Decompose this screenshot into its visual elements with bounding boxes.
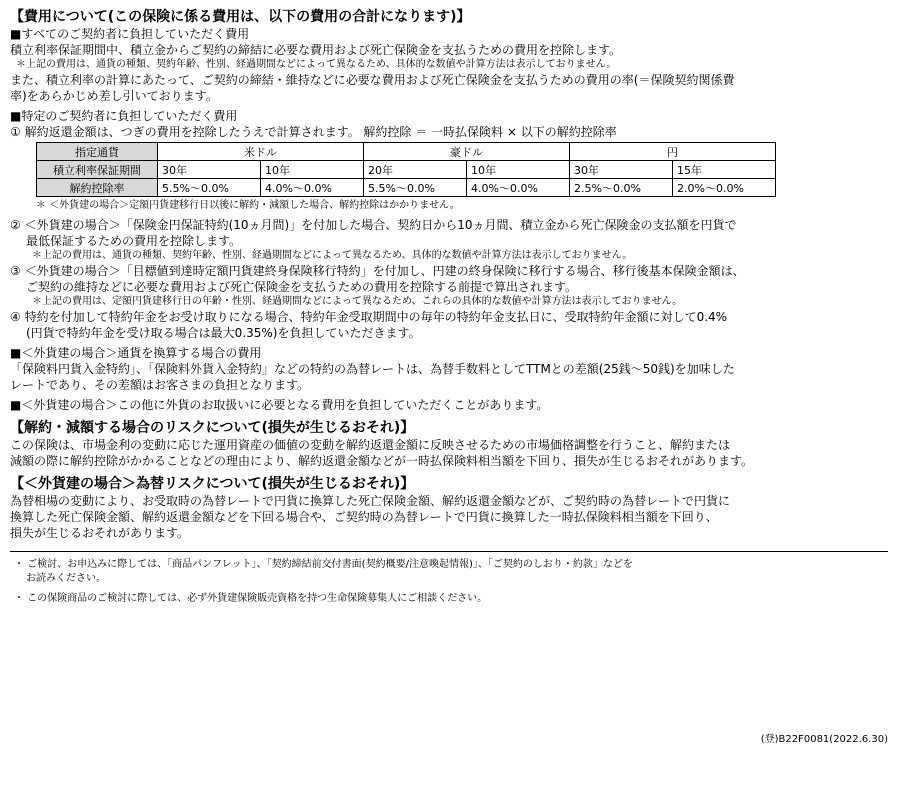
fee-item-4-line-2: (円貨で特約年金を受け取る場合は最大0.35%)を負担していただきます。 <box>26 326 421 340</box>
table-cell: 15年 <box>673 161 776 179</box>
footer-notes <box>10 558 890 606</box>
table-cell: 2.0%～0.0% <box>673 179 776 197</box>
table-header-cell: 豪ドル <box>364 143 570 161</box>
all-contractors-text-2: また、積立利率の計算にあたって、ご契約の締結・維持などに必要な費用および死亡保険金を支払うための費用の率(＝保険契約関係費 <box>10 73 735 87</box>
surrender-risk-text-2: 減額の際に解約控除がかかることなどの理由により、解約返還金額などが一時払保険料相当額を下回り、損失が生じるおそれがあります。 <box>10 454 754 468</box>
surrender-risk-text-1: この保険は、市場金利の変動に応じた運用資産の価値の変動を解約返還金額に反映させるための市場価格調整を行うこと、解約または <box>10 438 731 452</box>
table-header-cell: 円 <box>570 143 776 161</box>
surrender-risk-heading: 【解約・減額する場合のリスクについて(損失が生じるおそれ)】 <box>10 420 415 436</box>
fx-cost-text-2: レートであり、その差額はお客さまの負担となります。 <box>10 378 310 392</box>
fees-heading: 【費用について(この保険に係る費用は、以下の費用の合計になります)】 <box>10 9 471 25</box>
fx-risk-text-1: 為替相場の変動により、お受取時の為替レートで円貨に換算した死亡保険金額、解約返還金額などが、ご契約時の為替レートで円貨に <box>10 494 731 508</box>
table-row-label: 解約控除率 <box>37 179 158 197</box>
table-cell: 5.5%～0.0% <box>364 179 467 197</box>
fee-item-2-note: ＊上記の費用は、通貨の種類、契約年齢、性別、経過期間などによって異なるため、具体的な数値や計算方法は表示しておりません。 <box>32 250 633 261</box>
fee-item-1: ① 解約返還金額は、つぎの費用を控除したうえで計算されます。 解約控除 ＝ 一時払保険料 × 以下の解約控除率 <box>10 125 617 139</box>
all-contractors-note: ＊上記の費用は、通貨の種類、契約年齢、性別、経過期間などによって異なるため、具体的な数値や計算方法は表示しておりません。 <box>16 59 617 70</box>
fee-item-2-line-1: ② ＜外貨建の場合＞「保険金円保証特約(10ヵ月間)」を付加した場合、契約日から10ヵ月間、積立金から死亡保険金の支払額を円貨で <box>10 218 737 232</box>
fee-item-4-line-1: ④ 特約を付加して特約年金をお受け取りになる場合、特約年金受取期間中の毎年の特約年金支払日に、受取特約年金額に対して0.4% <box>10 310 728 324</box>
table-cell: 20年 <box>364 161 467 179</box>
surrender-risk-section <box>10 419 890 469</box>
fx-risk-text-2: 換算した死亡保険金額、解約返還金額などを下回る場合や、ご契約時の為替レートで円貨に換算した一時払保険料相当額を下回り、 <box>10 510 718 524</box>
table-row <box>37 179 776 197</box>
fee-item-3-line-1: ③ ＜外貨建の場合＞「目標値到達時定額円貨建終身保険移行特約」を付加し、円建の終身保険に移行する場合、移行後基本保険金額は、 <box>10 264 745 278</box>
table-row-label: 積立利率保証期間 <box>37 161 158 179</box>
other-cost-text: ■＜外貨建の場合＞この他に外貨のお取扱いに必要となる費用を負担していただくことがあります。 <box>10 398 549 412</box>
table-cell: 4.0%～0.0% <box>467 179 570 197</box>
table-cell: 2.5%～0.0% <box>570 179 673 197</box>
fx-cost-heading: ■＜外貨建の場合＞通貨を換算する場合の費用 <box>10 346 262 360</box>
surrender-charge-table <box>36 142 776 197</box>
table-note: ＊ ＜外貨建の場合＞定額円貨建移行日以後に解約・減額した場合、解約控除はかかりません。 <box>36 200 460 211</box>
fee-item-2-line-2: 最低保証するための費用を控除します。 <box>26 234 242 248</box>
fx-risk-heading: 【＜外貨建の場合＞為替リスクについて(損失が生じるおそれ)】 <box>10 476 415 492</box>
fees-section <box>10 8 890 413</box>
table-header-cell: 指定通貨 <box>37 143 158 161</box>
all-contractors-text-3: 率)をあらかじめ差し引いております。 <box>10 89 218 103</box>
table-header-cell: 米ドル <box>158 143 364 161</box>
specific-contractors-heading: ■特定のご契約者に負担していただく費用 <box>10 109 238 123</box>
fx-risk-section <box>10 475 890 541</box>
table-cell: 10年 <box>467 161 570 179</box>
all-contractors-heading: ■すべてのご契約者に負担していただく費用 <box>10 27 250 41</box>
table-row <box>37 161 776 179</box>
fx-risk-text-3: 損失が生じるおそれがあります。 <box>10 526 190 540</box>
fee-item-3-note: ＊上記の費用は、定額円貨建移行日の年齢・性別、経過期間などによって異なるため、これらの具体的な数値や計算方法は表示しておりません。 <box>32 296 683 307</box>
registration-number: (登)B22F0081(2022.6.30) <box>760 734 888 745</box>
all-contractors-text-1: 積立利率保証期間中、積立金からご契約の締結に必要な費用および死亡保険金を支払うための費用を控除します。 <box>10 43 622 57</box>
table-row <box>37 143 776 161</box>
footer-bullet-1-line-2: お読みください。 <box>26 573 106 584</box>
footer-bullet-2: ・ この保険商品のご検討に際しては、必ず外貨建保険販売資格を持つ生命保険募集人にご相談ください。 <box>14 593 488 604</box>
table-cell: 4.0%～0.0% <box>261 179 364 197</box>
table-cell: 30年 <box>570 161 673 179</box>
fee-item-3-line-2: ご契約の維持などに必要な費用および死亡保険金を支払うための費用を控除する前提で算出されます。 <box>26 280 578 294</box>
fx-cost-text-1: 「保険料円貨入金特約」、「保険料外貨入金特約」などの特約の為替レートは、為替手数料としてTTMとの差額(25銭～50銭)を加味した <box>10 362 735 376</box>
divider <box>10 551 888 552</box>
table-cell: 5.5%～0.0% <box>158 179 261 197</box>
table-cell: 30年 <box>158 161 261 179</box>
table-cell: 10年 <box>261 161 364 179</box>
footer-bullet-1-line-1: ・ ご検討、お申込みに際しては、「商品パンフレット」、「契約締結前交付書面(契約概要/注意喚起情報)」、「ご契約のしおり・約款」などを <box>14 559 633 570</box>
